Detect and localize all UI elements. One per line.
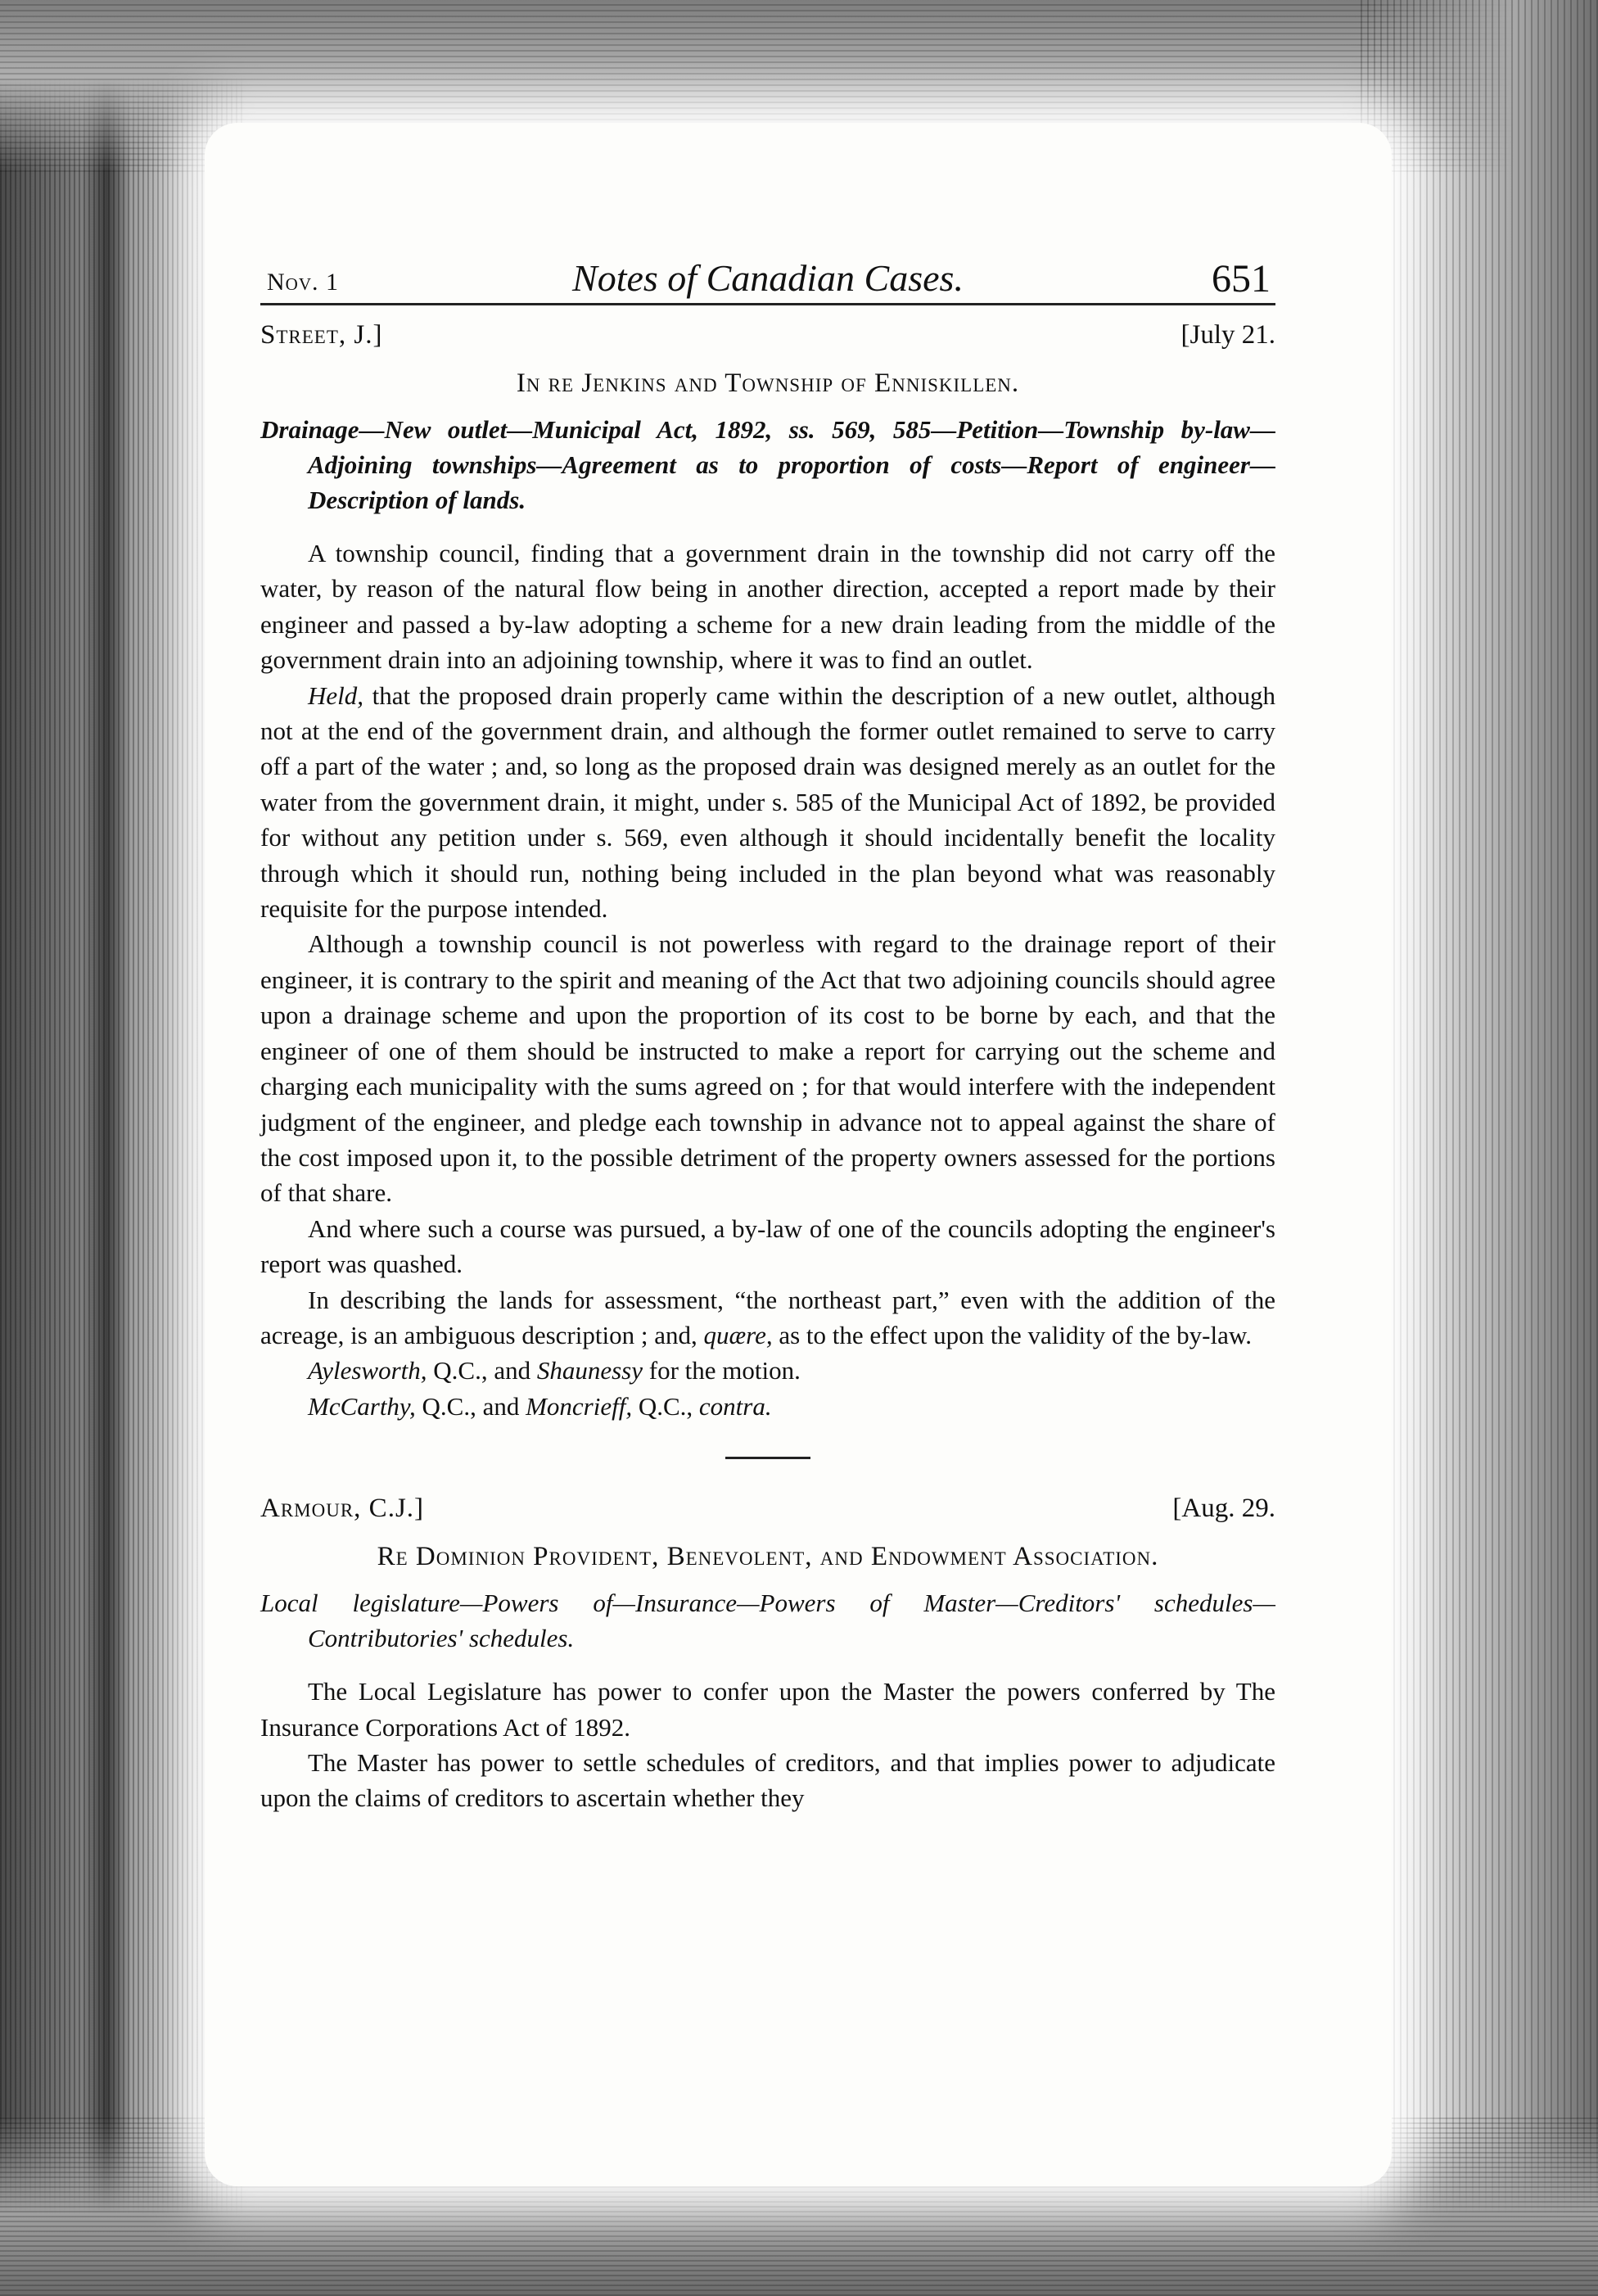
counsel-name: Aylesworth, [308, 1356, 427, 1385]
section-divider [725, 1457, 810, 1459]
para5-text-b: as to the effect upon the validity of the by-law. [779, 1320, 1252, 1349]
case1-paragraph-4: And where such a course was pursued, a by-law of one of the councils adopting the engineer's report was quashed. [260, 1214, 1275, 1279]
case2-paragraph-1: The Local Legislature has power to confer upon the Master the powers conferred by The Insurance Corporations Act of 1892. [260, 1677, 1275, 1742]
counsel-text: Q.C., and [433, 1356, 531, 1385]
case2-date: [Aug. 29. [1172, 1494, 1275, 1524]
case2-title: Re Dominion Provident, Benevolent, and Endowment Association. [377, 1542, 1159, 1572]
case1-date: [July 21. [1180, 320, 1275, 350]
case1-judge: Street, J.] [260, 320, 383, 350]
case1-header [260, 320, 1275, 350]
counsel-text: Q.C., [638, 1391, 693, 1421]
case2-header [260, 1494, 1275, 1524]
case1-headnote: Drainage—New outlet—Municipal Act, 1892, ss. 569, 585—Petition—Township by-law—Adjoining townships—Agreement as to proportion of costs—Report of engineer—Description of lands. [260, 415, 1275, 514]
case2-paragraph-2: The Master has power to settle schedules of creditors, and that implies power to adjudicate upon the claims of creditors to ascertain whether they [260, 1747, 1275, 1813]
counsel-name: Shaunessy [536, 1356, 643, 1385]
counsel-text: Q.C., and [422, 1391, 520, 1421]
case1-paragraph-3: Although a township council is not powerless with regard to the drainage report of their engineer, it is contrary to the spirit and meaning of the Act that two adjoining councils should agree upon a drainage scheme and upon the proportion of its cost to be borne by each, and that the engineer of one of them should be instructed to make a report for carrying out the scheme and charging each municipality with the sums agreed on ; for that would interfere with the independent judgment of the engineer, and pledge each township in advance not to appeal against the share of the cost imposed upon it, to the possible detriment of the property owners assessed for the portions of that share. [260, 929, 1275, 1208]
held-word: Held, [308, 680, 364, 710]
running-head [260, 237, 1275, 305]
counsel-contra: contra. [698, 1391, 772, 1421]
case2-headnote: Local legislature—Powers of—Insurance—Powers of Master—Creditors' schedules—Contributories' schedules. [260, 1589, 1275, 1653]
counsel-name: Moncrieff, [526, 1391, 633, 1421]
held-text: that the proposed drain properly came within the description of a new outlet, although not at the end of the government drain, and although the former outlet remained to serve to carry off a part of the water ; and, so long as the proposed drain was designed merely as an outlet for the water from the government drain, it might, under s. 585 of the Municipal Act of 1892, be provided for without any petition under s. 569, even although it should incidentally benefit the locality through which it should run, nothing being included in the plan beyond what was reasonably requisite for the purpose intended. [260, 680, 1275, 924]
counsel-line-2 [260, 1389, 1275, 1424]
scan-right-edge [1361, 0, 1598, 2296]
para5-text-a: In describing the lands for assessment, “the northeast part,” even with the addition of the acreage, is an ambiguous description ; and, [260, 1285, 1275, 1349]
counsel-name: McCarthy, [308, 1391, 416, 1421]
page-content [260, 237, 1275, 1816]
case1-paragraph-1: A township council, finding that a government drain in the township did not carry off the water, by reason of the natural flow being in another direction, accepted a report made by their engineer and passed a by-law adopting a scheme for a new drain leading from the middle of the government drain into an adjoining township, where it was to find an outlet. [260, 539, 1275, 675]
counsel-line-1 [260, 1353, 1275, 1388]
case1-title: In re Jenkins and Township of Enniskillen. [516, 368, 1020, 398]
para5-quaere: quære, [703, 1320, 773, 1349]
counsel-text: for the motion. [648, 1356, 801, 1385]
page-number: 651 [1212, 257, 1271, 301]
case1-paragraph-5 [260, 1282, 1275, 1354]
running-head-title: Notes of Canadian Cases. [572, 257, 964, 299]
case2-judge: Armour, C.J.] [260, 1494, 425, 1524]
running-head-date: Nov. 1 [267, 269, 339, 296]
scan-spine-shadow [82, 0, 131, 2296]
case1-paragraph-held [260, 678, 1275, 927]
